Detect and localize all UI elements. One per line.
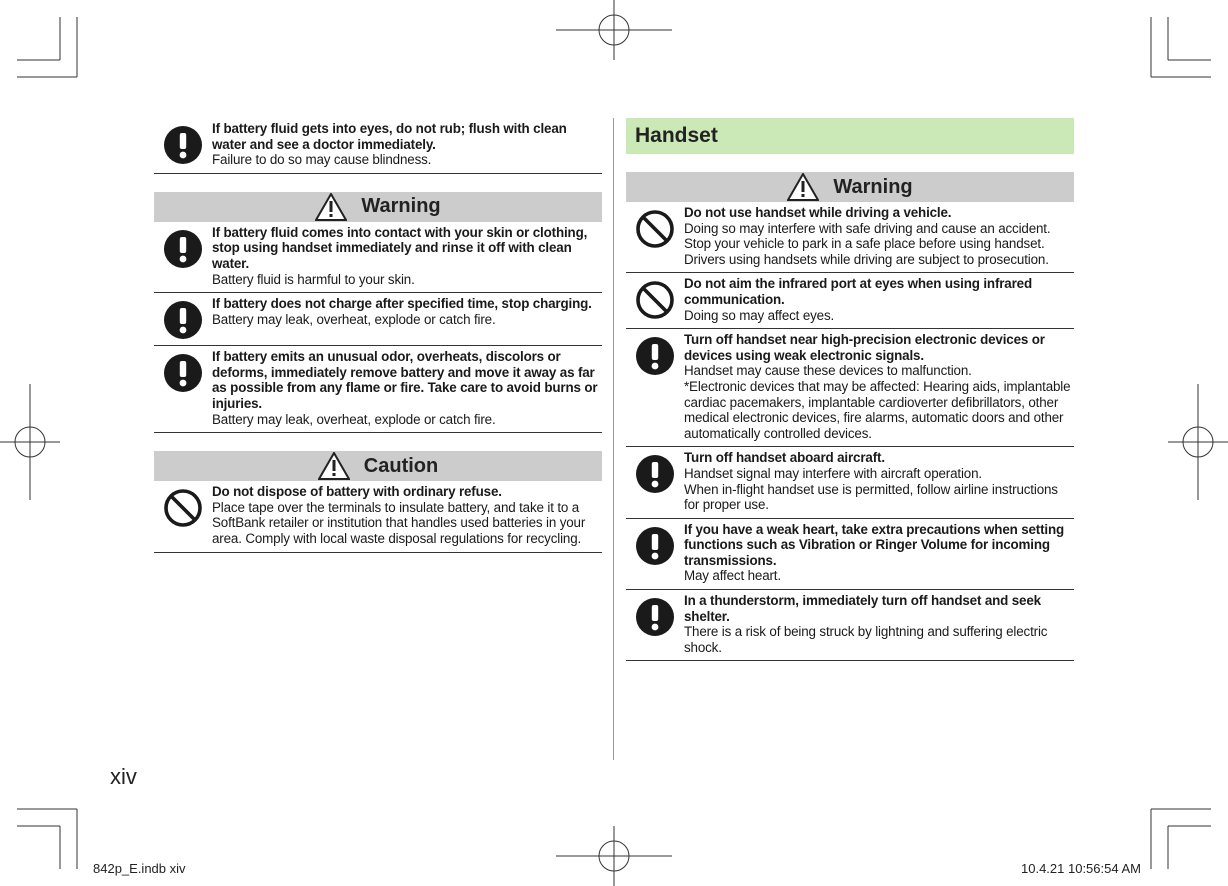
item-body: May affect heart. [684,568,781,584]
mandatory-action-icon [154,225,212,287]
item-text [212,349,602,427]
item-body: Battery fluid is harmful to your skin. [212,271,415,287]
item-heading: If battery emits an unusual odor, overheats, discolors or deforms, immediately remove battery and move it away as far as possible from any flame or fire. Take care to avoid burns or injuries. [212,349,598,411]
mandatory-action-icon [626,332,684,441]
item-text [212,484,602,546]
safety-item [154,222,602,293]
item-heading: Turn off handset near high-precision electronic devices or devices using weak electronic signals. [684,332,1045,363]
item-text [684,450,1074,512]
item-body: Doing so may interfere with safe driving and cause an accident. Stop your vehicle to park in a safe place before using handset. Drivers using handsets while driving are subject to prosecution. [684,220,1051,267]
item-heading: In a thunderstorm, immediately turn off handset and seek shelter. [684,593,1041,624]
warning-triangle-icon [787,173,819,201]
mandatory-action-icon [626,450,684,512]
safety-item [154,118,602,174]
item-body: Place tape over the terminals to insulate battery, and take it to a SoftBank retailer or institution that handles used batteries in your area. Comply with local waste disposal regulations for recycling. [212,499,586,546]
footer-timestamp: 10.4.21 10:56:54 AM [1021,861,1141,876]
item-text [684,205,1074,267]
right-column [626,118,1074,661]
safety-item [154,293,602,346]
item-heading: Do not dispose of battery with ordinary refuse. [212,484,502,500]
item-heading: Do not use handset while driving a vehicle. [684,205,952,220]
left-warning-list [154,222,602,433]
caution-triangle-icon [318,452,350,480]
spacer [154,433,602,451]
caution-band [154,451,602,481]
spacer [154,174,602,192]
item-text [684,276,1074,323]
left-intro-list [154,118,602,174]
item-text [684,332,1074,441]
spacer [626,154,1074,172]
page-number: xiv [110,764,137,789]
mandatory-action-icon [154,296,212,340]
item-heading: If battery fluid gets into eyes, do not rub; flush with clean water and see a doctor immediately. [212,121,567,152]
safety-item [154,481,602,552]
item-heading: Do not aim the infrared port at eyes when using infrared communication. [684,276,1032,307]
warning-band [154,192,602,222]
item-text [684,593,1074,655]
item-body: When in-flight handset use is permitted, follow airline instructions for proper use. [684,481,1058,513]
prohibited-icon [626,276,684,323]
item-body: Battery may leak, overheat, explode or catch fire. [212,311,496,327]
item-text [212,225,602,287]
warning-triangle-icon [315,193,347,221]
safety-item [154,346,602,433]
right-warning-list [626,202,1074,661]
item-body: Doing so may affect eyes. [684,307,835,323]
item-body: There is a risk of being struck by lightning and suffering electric shock. [684,624,1048,655]
footer-file-info: 842p_E.indb xiv [93,861,186,876]
item-heading: If you have a weak heart, take extra precautions when setting functions such as Vibration or Ringer Volume for incoming transmissions. [684,521,1065,568]
prohibited-icon [626,205,684,267]
column-divider [613,118,614,760]
caution-label: Caution [363,454,439,477]
warning-label: Warning [361,195,441,218]
item-heading: If battery does not charge after specified time, stop charging. [212,296,592,312]
item-body: Handset signal may interfere with aircraft operation. [684,465,982,481]
section-title-text: Handset [635,124,718,147]
item-text [212,296,602,340]
prohibited-icon [154,484,212,546]
item-text [212,121,602,168]
item-heading: Turn off handset aboard aircraft. [684,450,885,466]
mandatory-action-icon [154,121,212,168]
warning-label: Warning [833,175,913,198]
safety-item [626,329,1074,447]
safety-item [626,519,1074,590]
warning-band [626,172,1074,202]
left-caution-list [154,481,602,552]
mandatory-action-icon [626,522,684,584]
mandatory-action-icon [154,349,212,427]
left-column [154,118,602,553]
item-heading: If battery fluid comes into contact with your skin or clothing, stop using handset immediately and rinse it off with clean water. [212,224,588,271]
safety-item [626,273,1074,329]
item-body: Battery may leak, overheat, explode or catch fire. [212,411,496,427]
item-body: Handset may cause these devices to malfunction. [684,363,972,379]
item-text [684,522,1074,584]
safety-item [626,447,1074,518]
safety-item [626,202,1074,273]
mandatory-action-icon [626,593,684,655]
section-title [626,118,1074,154]
item-body: Failure to do so may cause blindness. [212,152,432,168]
item-body: *Electronic devices that may be affected: Hearing aids, implantable cardiac pacemakers, implantable cardioverter defibrillators, other medical electronic devices, fire alarms, automatic doors and other automatically controlled devices. [684,378,1071,441]
safety-item [626,590,1074,661]
